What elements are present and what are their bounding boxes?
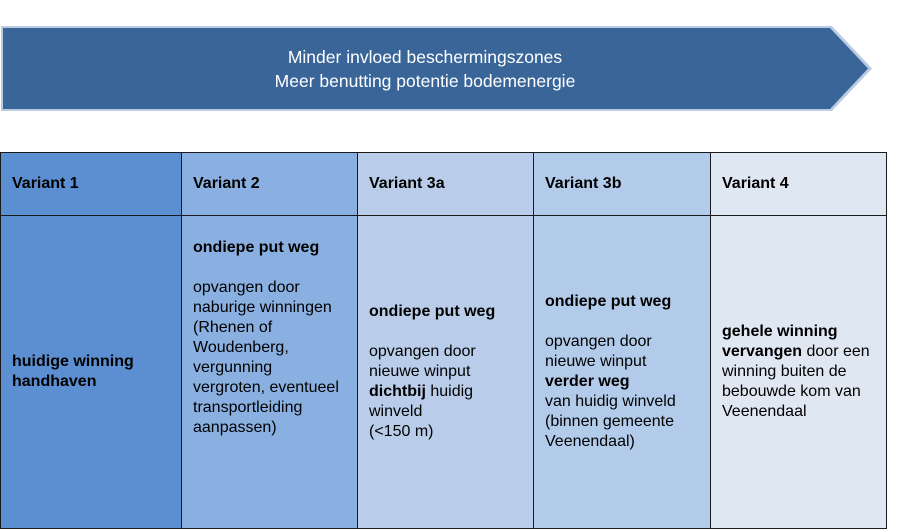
v3b-title: ondiepe put weg (545, 293, 672, 310)
v3a-text-2: huidig winveld (369, 383, 474, 420)
cell-variant-3a (358, 216, 534, 529)
cell-variant-2 (182, 216, 358, 529)
v4-text: door een winning buiten de bebouwde kom van Veenendaal (722, 343, 870, 420)
v1-bold-text: huidige winning handhaven (12, 353, 134, 390)
cell-variant-4 (711, 216, 887, 529)
v3b-bold: verder weg (545, 373, 630, 390)
v2-title: ondiepe put weg (193, 239, 320, 256)
v3b-text-1: opvangen door nieuwe winput (545, 333, 652, 370)
v4-bold: gehele winning vervangen (722, 323, 838, 360)
header-variant-2: Variant 2 (182, 153, 358, 216)
direction-banner (0, 25, 878, 112)
v3b-text-2: van huidig winveld (binnen gemeente Veenendaal) (545, 393, 676, 450)
v3a-bold: dichtbij (369, 383, 426, 400)
header-variant-3b: Variant 3b (534, 153, 711, 216)
variants-table (0, 152, 887, 529)
v2-text: opvangen door naburige winningen (Rhenen of Woudenberg, vergunning vergroten, eventueel transportleiding aanpassen) (193, 279, 339, 436)
v3a-text-1: opvangen door nieuwe winput (369, 343, 476, 380)
header-variant-1: Variant 1 (1, 153, 182, 216)
v3a-title: ondiepe put weg (369, 303, 496, 320)
banner-text (0, 25, 850, 112)
cell-variant-1 (1, 216, 182, 529)
content-row (1, 216, 887, 529)
cell-variant-3b (534, 216, 711, 529)
banner-line-1: Minder invloed beschermingszones (287, 46, 563, 67)
header-variant-3a: Variant 3a (358, 153, 534, 216)
v3a-text-3: (<150 m) (369, 423, 434, 440)
header-row (1, 153, 887, 216)
banner-line-2: Meer benutting potentie bodemenergie (274, 70, 576, 91)
header-variant-4: Variant 4 (711, 153, 887, 216)
